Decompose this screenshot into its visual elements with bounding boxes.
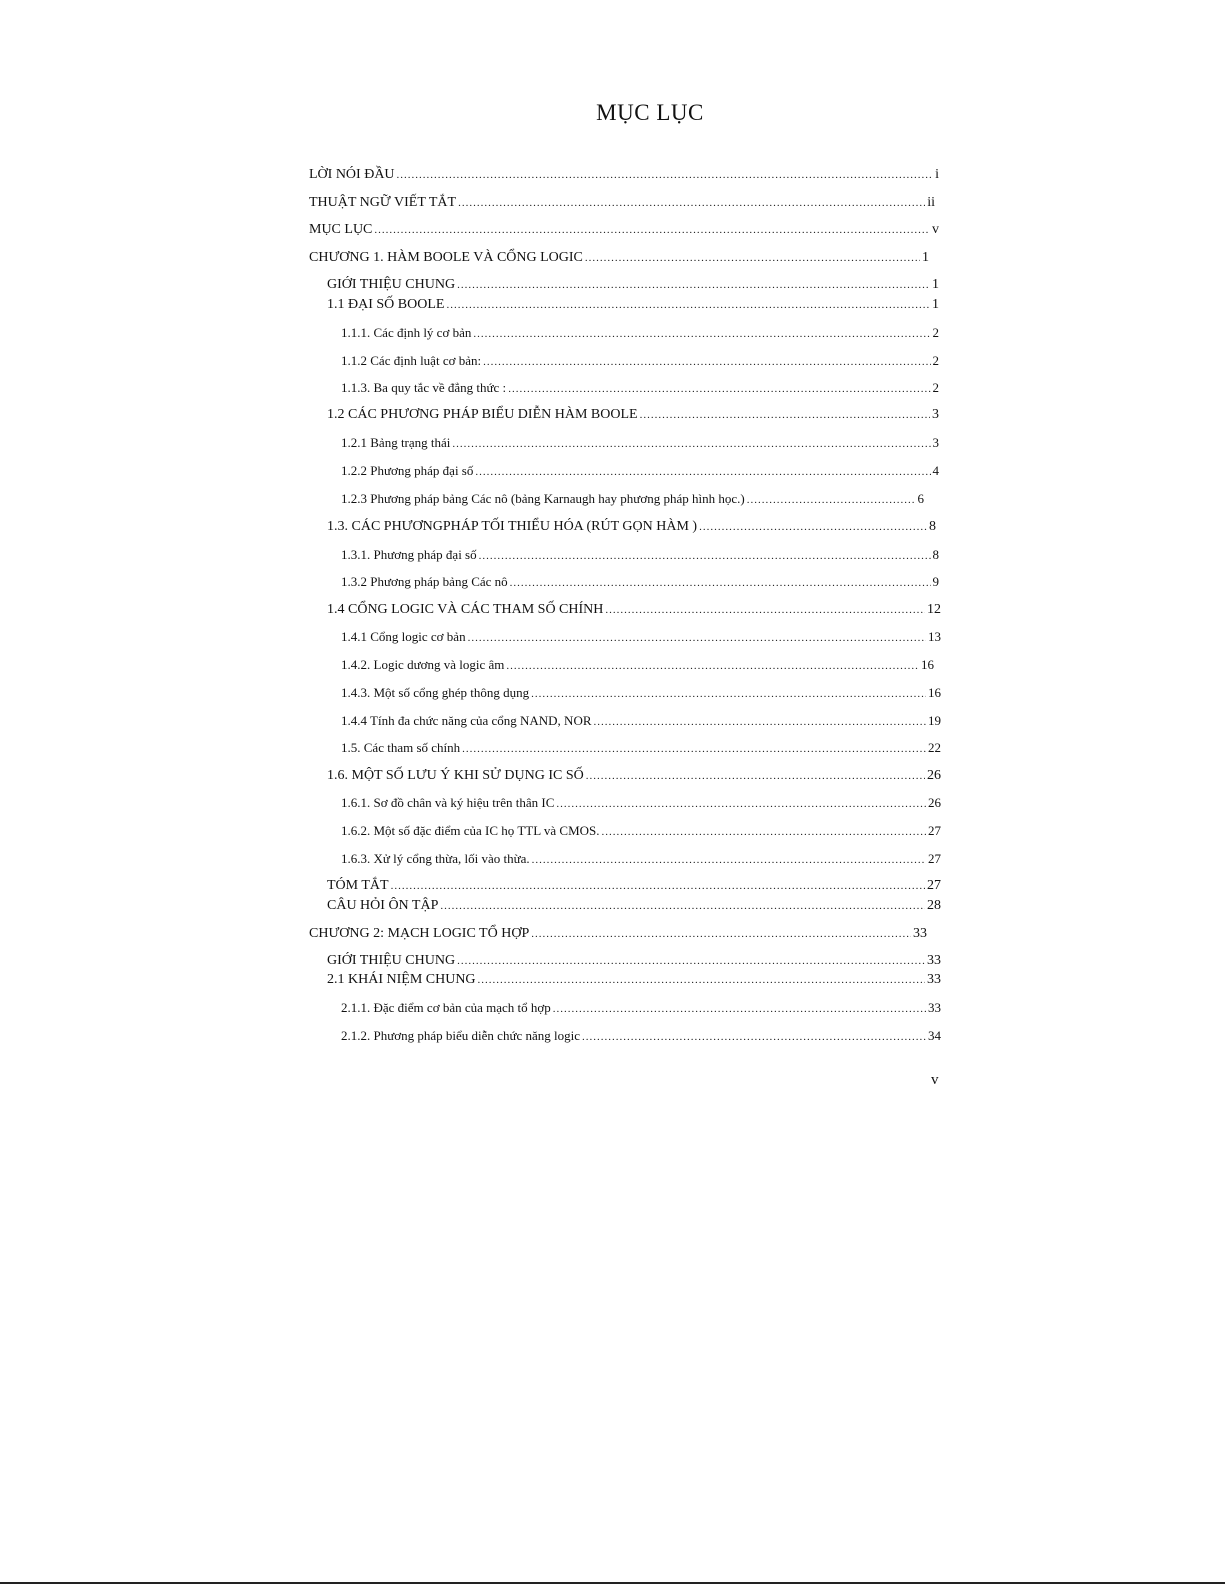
toc-entry-label: 2.1.2. Phương pháp biểu diễn chức năng logic <box>341 1028 581 1043</box>
toc-entry[interactable] <box>341 434 939 453</box>
toc-entry-page: 8 <box>932 547 939 562</box>
toc-entry-label: 1.4.1 Cổng logic cơ bản <box>341 629 466 644</box>
dot-leader <box>458 194 925 212</box>
dot-leader <box>556 795 926 813</box>
toc-entry[interactable] <box>341 379 939 398</box>
dot-leader <box>452 435 930 453</box>
toc-entry-page: 28 <box>927 898 941 913</box>
toc-entry[interactable] <box>327 877 941 895</box>
toc-entry[interactable] <box>327 518 936 536</box>
dot-leader <box>553 1000 926 1018</box>
toc-entry-page: 1 <box>932 277 939 292</box>
toc-entry-label: 1.3.2 Phương pháp bảng Các nô <box>341 574 508 589</box>
dot-leader <box>594 713 926 731</box>
toc-entry-page: 27 <box>928 851 941 866</box>
toc-entry[interactable] <box>327 952 941 970</box>
toc-entry-label: 1.6. MỘT SỐ LƯU Ý KHI SỬ DỤNG IC SỐ <box>327 768 584 783</box>
toc-entry-label: 1.6.3. Xử lý cổng thừa, lối vào thừa. <box>341 851 530 866</box>
toc-entry[interactable] <box>341 822 941 841</box>
toc-entry-label: LỜI NÓI ĐẦU <box>309 167 395 182</box>
toc-entry-label: 1.2.3 Phương pháp bảng Các nô (bảng Karnaugh hay phương pháp hình học.) <box>341 491 745 506</box>
toc-entry-label: 1.4 CỔNG LOGIC VÀ CÁC THAM SỐ CHÍNH <box>327 602 604 617</box>
dot-leader <box>462 740 926 758</box>
toc-entry-page: 13 <box>928 629 941 644</box>
toc-entry-page: 16 <box>921 657 934 672</box>
toc-entry[interactable] <box>341 712 941 731</box>
toc-entry-label: TÓM TẮT <box>327 878 389 893</box>
dot-leader <box>483 353 930 371</box>
toc-entry[interactable] <box>327 767 941 785</box>
dot-leader <box>479 547 931 565</box>
toc-entry-page: 1 <box>922 250 929 265</box>
toc-entry-page: 22 <box>928 740 941 755</box>
dot-leader <box>585 249 920 267</box>
toc-entry-page: 1 <box>932 297 939 312</box>
toc-entry-label: THUẬT NGỮ VIẾT TẮT <box>309 195 457 210</box>
dot-leader <box>473 325 930 343</box>
bottom-rule <box>0 1582 1225 1584</box>
dot-leader <box>586 767 925 785</box>
toc-entry-page: 26 <box>928 795 941 810</box>
dot-leader <box>531 925 911 943</box>
toc-entry-label: 1.1.1. Các định lý cơ bản <box>341 325 472 340</box>
dot-leader <box>457 952 925 970</box>
toc-entry-page: 26 <box>927 768 941 783</box>
toc-entry-label: 1.4.3. Một số cổng ghép thông dụng <box>341 685 530 700</box>
dot-leader <box>506 657 919 675</box>
toc-entry-page: 2 <box>932 325 939 340</box>
toc-entry-label: 1.5. Các tham số chính <box>341 740 461 755</box>
toc-entry-label: 2.1 KHÁI NIỆM CHUNG <box>327 972 476 987</box>
toc-entry[interactable] <box>327 276 939 294</box>
toc-entry[interactable] <box>309 925 927 943</box>
toc-entry-page: 2 <box>932 380 939 395</box>
toc-entry[interactable] <box>341 462 939 481</box>
toc-entry[interactable] <box>341 324 939 343</box>
toc-entry-page: 33 <box>928 1000 941 1015</box>
toc-entry-page: 19 <box>928 713 941 728</box>
toc-entry-label: CHƯƠNG 1. HÀM BOOLE VÀ CỔNG LOGIC <box>309 250 583 265</box>
toc-entry-page: v <box>932 222 939 237</box>
dot-leader <box>510 574 931 592</box>
toc-entry-label: GIỚI THIỆU CHUNG <box>327 277 456 292</box>
toc-entry-label: 1.3. CÁC PHƯƠNGPHÁP TỐI THIỂU HÓA (RÚT GỌN HÀM ) <box>327 519 698 534</box>
toc-entry-page: ii <box>927 195 935 210</box>
toc-entry-label: CÂU HỎI ÔN TẬP <box>327 898 439 913</box>
toc-entry[interactable] <box>341 352 939 371</box>
toc-entry-label: 1.3.1. Phương pháp đại số <box>341 547 477 562</box>
toc-entry-label: 1.2.2 Phương pháp đại số <box>341 463 474 478</box>
toc-entry[interactable] <box>341 573 939 592</box>
dot-leader <box>531 685 926 703</box>
toc-entry[interactable] <box>341 999 941 1018</box>
toc-entry-label: 1.6.1. Sơ đồ chân và ký hiệu trên thân IC <box>341 795 555 810</box>
toc-entry-page: 4 <box>932 463 939 478</box>
dot-leader <box>468 629 926 647</box>
toc-entry[interactable] <box>309 221 939 239</box>
toc-entry[interactable] <box>309 194 935 212</box>
toc-entry[interactable] <box>341 628 941 647</box>
toc-entry-label: 1.2 CÁC PHƯƠNG PHÁP BIỂU DIỄN HÀM BOOLE <box>327 407 638 422</box>
dot-leader <box>640 406 930 424</box>
toc-entry-label: 1.4.2. Logic dương và logic âm <box>341 657 505 672</box>
toc-entry-label: GIỚI THIỆU CHUNG <box>327 953 456 968</box>
page-title: MỤC LỤC <box>596 100 704 125</box>
toc-entry-page: 12 <box>927 602 941 617</box>
toc-entry-page: 6 <box>917 491 924 506</box>
toc-entry-label: 1.1.2 Các định luật cơ bản: <box>341 353 482 368</box>
toc-entry[interactable] <box>327 296 939 314</box>
toc-entry[interactable] <box>327 971 941 989</box>
toc-entry[interactable] <box>341 490 924 509</box>
toc-entry-label: MỤC LỤC <box>309 222 373 237</box>
toc-entry-page: 27 <box>928 823 941 838</box>
toc-entry[interactable] <box>341 684 941 703</box>
toc-entry-page: 33 <box>913 926 927 941</box>
dot-leader <box>582 1028 926 1046</box>
toc-entry[interactable] <box>327 601 941 619</box>
dot-leader <box>699 518 927 536</box>
toc-entry-page: 2 <box>932 353 939 368</box>
page-number: v <box>931 1072 939 1088</box>
toc-entry[interactable] <box>309 166 939 184</box>
toc-entry[interactable] <box>309 249 929 267</box>
toc-entry[interactable] <box>341 739 941 758</box>
dot-leader <box>532 851 926 869</box>
toc-entry-label: 1.1.3. Ba quy tắc về đẳng thức : <box>341 380 507 395</box>
dot-leader <box>508 380 930 398</box>
toc-entry-page: 9 <box>932 574 939 589</box>
dot-leader <box>446 296 930 314</box>
toc-entry-page: 8 <box>929 519 936 534</box>
dot-leader <box>397 166 934 184</box>
dot-leader <box>478 971 925 989</box>
toc-entry-page: 27 <box>927 878 941 893</box>
toc-entry-page: 34 <box>928 1028 941 1043</box>
toc-entry-page: 16 <box>928 685 941 700</box>
toc-entry-label: 1.6.2. Một số đặc điểm của IC họ TTL và CMOS. <box>341 823 600 838</box>
toc-entry[interactable] <box>341 850 941 869</box>
toc-entry[interactable] <box>341 546 939 565</box>
toc-entry[interactable] <box>341 656 934 675</box>
dot-leader <box>602 823 926 841</box>
dot-leader <box>374 221 930 239</box>
toc-entry-label: 1.2.1 Bảng trạng thái <box>341 435 451 450</box>
toc-entry-label: 1.4.4 Tính đa chức năng của cổng NAND, NOR <box>341 713 592 728</box>
dot-leader <box>475 463 930 481</box>
toc-entry-label: 1.1 ĐẠI SỐ BOOLE <box>327 297 445 312</box>
toc-entry-page: 33 <box>927 972 941 987</box>
toc-entry-page: 33 <box>927 953 941 968</box>
toc-entry[interactable] <box>327 406 939 424</box>
toc-entry-page: i <box>935 167 939 182</box>
dot-leader <box>747 491 916 509</box>
dot-leader <box>391 877 925 895</box>
toc-entry[interactable] <box>341 794 941 813</box>
toc-entry[interactable] <box>341 1027 941 1046</box>
toc-entry-page: 3 <box>932 407 939 422</box>
dot-leader <box>605 601 925 619</box>
toc-entry-label: 2.1.1. Đặc điểm cơ bản của mạch tổ hợp <box>341 1000 551 1015</box>
toc-entry-label: CHƯƠNG 2: MẠCH LOGIC TỔ HỢP <box>309 926 530 941</box>
toc-entry-page: 3 <box>932 435 939 450</box>
dot-leader <box>457 276 930 294</box>
toc-entry[interactable] <box>327 897 941 915</box>
dot-leader <box>440 897 925 915</box>
